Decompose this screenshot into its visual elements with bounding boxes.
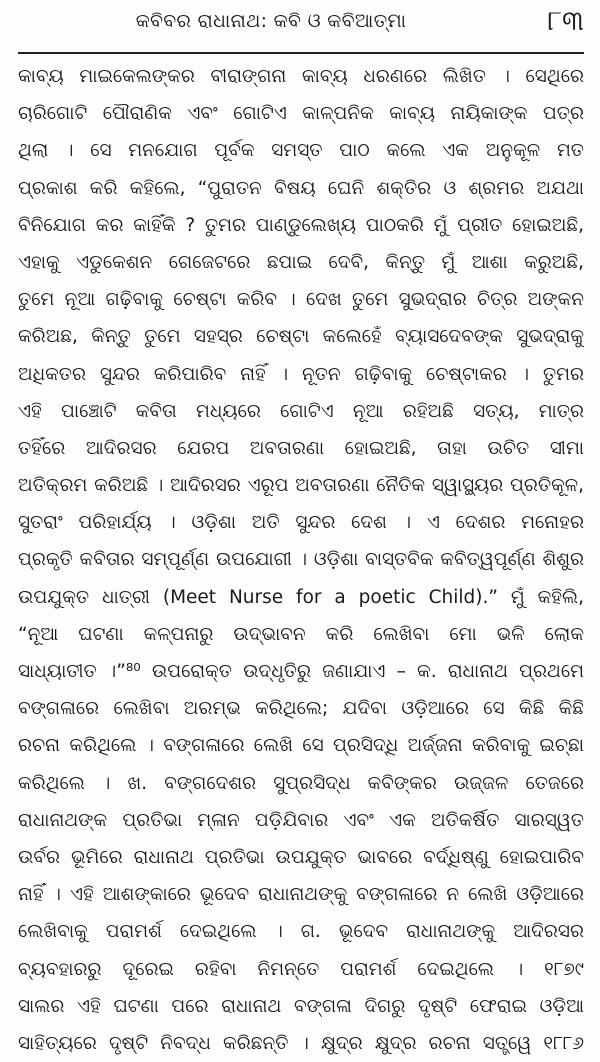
text-line: “ନୂଆ ଘଟଣା କଳ୍ପନାରୁ ଉଦ୍ଭାବନ କରି ଲେଖିବା ମୋ ଭଳି ଲୋକ — [18, 623, 584, 645]
text-line: ରାଧାନାଥଙ୍କ ପ୍ରତିଭା ମ୍ଳାନ ପଡ଼ିଯିବାର ଏବଂ ଏକ ଅତିକର୍ଷିତ ସାରସ୍ୱତ — [18, 809, 584, 831]
text-line: କରିଥିଲେ । ଖ. ବଙ୍ଗଦେଶର ସୁପ୍ରସିଦ୍ଧ କବିଙ୍କର ଉଜ୍ଜଳ ତେଜରେ — [18, 772, 584, 794]
body-text — [18, 58, 584, 1062]
running-header — [18, 4, 584, 48]
text-line: ସୁତରାଂ ପରିହାର୍ଯ୍ୟ । ଓଡ଼ିଶା ଅତି ସୁନ୍ଦର ଦେଶ । ଏ ଦେଶର ମନୋହର — [18, 512, 584, 534]
text-line: ଥିଲା । ସେ ମନଯୋଗ ପୂର୍ବକ ସମସ୍ତ ପାଠ କଲେ ଏକ ଅନୁକୂଳ ମତ — [18, 140, 584, 162]
text-line: ଅତିକ୍ରମ କରିଅଛି । ଆଦିରସର ଏରୂପ ଅବତାରଣା ନୈତିକ ସ୍ୱାସ୍ଥ୍ୟର ପ୍ରତିକୂଳ, — [18, 475, 584, 497]
text-line: ଏହାକୁ ଏଡୁକେଶନ ଗେଜେଟରେ ଛପାଇ ଦେବି, କିନ୍ତୁ ମୁଁ ଆଶା କରୁଅଛି, — [18, 251, 584, 273]
header-divider — [18, 52, 584, 54]
text-line: ତୁମେ ନୂଆ ଗଢ଼ିବାକୁ ଚେଷ୍ଟା କରିବ । ଦେଖ ତୁମେ ସୁଭଦ୍ରାର ଚିତ୍ର ଅଙ୍କନ — [18, 289, 584, 311]
text-line: ପ୍ରକୃତି କବିତାର ସମ୍ପୂର୍ଣ୍ଣ ଉପଯୋଗୀ । ଓଡ଼ିଶା ବାସ୍ତବିକ କବିତ୍ୱପୂର୍ଣ୍ଣ ଶିଶୁର — [18, 549, 584, 571]
text-line: କରିଅଛ, କିନ୍ତୁ ତୁମେ ସହସ୍ର ଚେଷ୍ଟା କଲେହେଁ ବ୍ୟାସଦେବଙ୍କ ସୁଭଦ୍ରାକୁ — [18, 326, 584, 348]
text-line: ଉର୍ବର ଭୂମିରେ ରାଧାନାଥ ପ୍ରତିଭା ଉପଯୁକ୍ତ ଭାବରେ ବର୍ଦ୍ଧିଷ୍ଣୁ ହୋଇପାରିବ — [18, 846, 584, 868]
text-line: ଅଧିକତର ସୁନ୍ଦର କରିପାରିବ ନାହିଁ । ନୂତନ ଗଢ଼ିବାକୁ ଚେଷ୍ଟାକର । ତୁମର — [18, 363, 584, 385]
text-line: ବଙ୍ଗଳାରେ ଲେଖିବା ଅରମ୍ଭ କରିଥିଲେ; ଯଦିବା ଓଡ଼ିଆରେ ସେ କିଛି କିଛି — [18, 698, 584, 720]
text-line: ତହିଁରେ ଆଦିରସର ଯେରପ ଅବତାରଣା ହୋଇଅଛି, ତାହା ଉଚିତ ସୀମା — [18, 437, 584, 459]
text-line: ରଚନା କରିଥିଲେ । ବଙ୍ଗଳାରେ ଲେଖି ସେ ପ୍ରସିଦ୍ଧି ଅର୍ଜ୍ଜନା କରିବାକୁ ଇଚ୍ଛା — [18, 735, 584, 757]
text-line: ଉପଯୁକ୍ତ ଧାତ୍ରୀ (Meet Nurse for a poetic Child).” ମୁଁ କହିଲି, — [18, 586, 584, 608]
text-line: ବିନିଯୋଗ କର କାହିଁକି ? ତୁମର ପାଣ୍ଡୁଲେଖ୍ୟ ପାଠକରି ମୁଁ ପ୍ରୀତ ହୋଇଅଛି, — [18, 214, 584, 236]
text-line: ବ୍ୟବହାରରୁ ଦୂରେଇ ରହିବା ନିମନ୍ତେ ପରାମର୍ଶ ଦେଇଥିଲେ । ୧୮୭୯ — [18, 958, 584, 980]
text-line: ପ୍ରକାଶ କରି କହିଲେ, “ପୁରାତନ ବିଷୟ ଘେନି ଶକ୍ତିର ଓ ଶ୍ରମର ଅଯଥା — [18, 177, 584, 199]
text-line: ଲେଖିବାକୁ ପରାମର୍ଶ ଦେଇଥିଲେ । ଗ. ଭୂଦେବ ରାଧାନାଥଙ୍କୁ ଆଦିରସର — [18, 921, 584, 943]
header-title: କବିବର ରାଧାନାଥ: କବି ଓ କବିଆତ୍ମା — [135, 10, 407, 32]
text-line: କାବ୍ୟ ମାଇକେଲଙ୍କର ବୀରାଙ୍ଗନା କାବ୍ୟ ଧରଣରେ ଲିଖିତ । ସେଥିରେ — [18, 66, 584, 87]
text-line: ସାଲର ଏହି ଘଟଣା ପରେ ରାଧାନାଥ ବଙ୍ଗଳା ଦିଗରୁ ଦୃଷ୍ଟି ଫେରାଇ ଓଡ଼ିଆ — [18, 995, 584, 1017]
text-line: ସାହିତ୍ୟରେ ଦୃଷ୍ଟି ନିବଦ୍ଧ କରିଛନ୍ତି । କ୍ଷୁଦ୍ର କ୍ଷୁଦ୍ର ରଚନା ସତ୍ତ୍ୱେ ୧୮୮୬ — [18, 1032, 584, 1054]
text-line: ଚାରିଗୋଟି ପୌରାଣିକ ଏବଂ ଗୋଟିଏ କାଳ୍ପନିକ କାବ୍ୟ ନାୟିକାଙ୍କ ପତ୍ର — [18, 103, 584, 125]
text-line: ଏହି ପାଞ୍ଚୋଟି କବିତା ମଧ୍ୟରେ ଗୋଟିଏ ନୂଆ ରହିଅଛି ସତ୍ୟ, ମାତ୍ର — [18, 400, 584, 422]
text-line: ସାଧ୍ୟାତୀତ ।”⁸⁰ ଉପରୋକ୍ତ ଉଦ୍ଧୃତିରୁ ଜଣାଯାଏ – କ. ରାଧାନାଥ ପ୍ରଥମେ — [18, 661, 584, 682]
text-line: ନାହିଁ । ଏହି ଆଶଙ୍କାରେ ଭୂଦେବ ରାଧାନାଥଙ୍କୁ ବଙ୍ଗଳାରେ ନ ଲେଖି ଓଡ଼ିଆରେ — [18, 884, 584, 906]
page-number: ୮୩ — [547, 4, 584, 37]
